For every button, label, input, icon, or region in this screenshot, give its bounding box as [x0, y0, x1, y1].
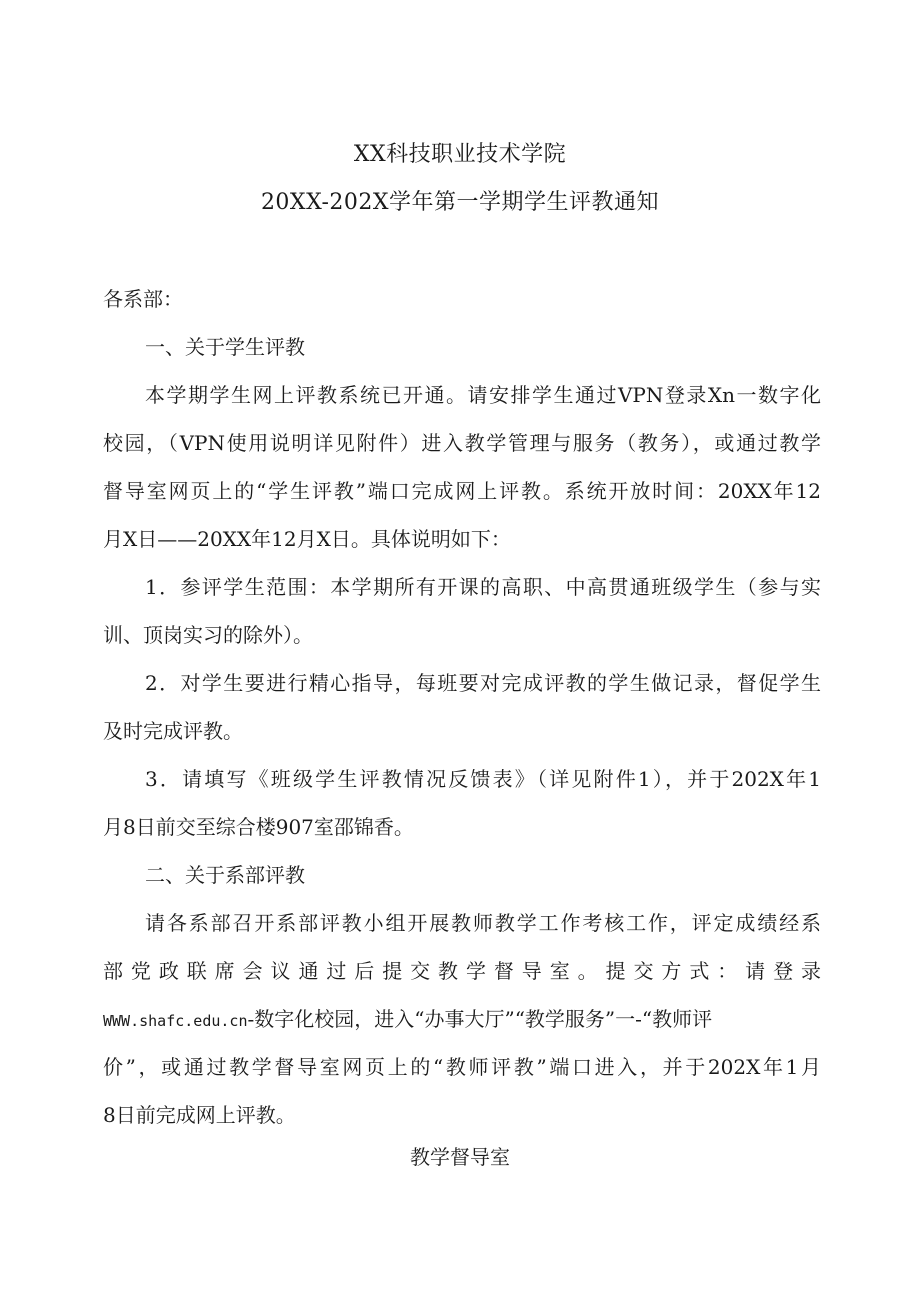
paragraph-line: 请各系部召开系部评教小组开展教师教学工作考核工作，评定成绩经系 [145, 911, 821, 935]
salutation: 各系部： [103, 287, 183, 311]
paragraph-line: 部党政联席会议通过后提交教学督导室。提交方式：请登录 [103, 959, 821, 983]
url-line [103, 995, 821, 1043]
website-link[interactable]: WWW.shafc.edu.cn [103, 1012, 248, 1030]
document-title-line1: XX科技职业技术学院 [353, 142, 567, 167]
paragraph-line: 督导室网页上的“学生评教”端口完成网上评教。系统开放时间：20XX年12 [103, 479, 821, 503]
paragraph-line: 价”，或通过教学督导室网页上的“教师评教”端口进入，并于202X年1月 [103, 1055, 821, 1079]
paragraph-line: 3．请填写《班级学生评教情况反馈表》（详见附件1），并于202X年1 [145, 767, 821, 791]
list-item-2 [103, 659, 821, 755]
paragraph-line: 训、顶岗实习的除外）。 [103, 623, 313, 647]
section1-paragraph [103, 371, 821, 563]
list-item-1 [103, 563, 821, 659]
document-title-line2: 20XX-202X学年第一学期学生评教通知 [260, 190, 660, 215]
paragraph-line: 月X日——20XX年12月X日。具体说明如下： [103, 527, 511, 551]
paragraph-line: 本学期学生网上评教系统已开通。请安排学生通过VPN登录Xn一数字化 [145, 383, 821, 407]
section2-heading: 二、关于系部评教 [145, 863, 305, 887]
signature: 教学督导室 [410, 1145, 510, 1169]
paragraph-line: 及时完成评教。 [103, 719, 243, 743]
section1-heading: 一、关于学生评教 [145, 335, 305, 359]
paragraph-line: 1．参评学生范围：本学期所有开课的高职、中高贯通班级学生（参与实 [145, 575, 821, 599]
paragraph-line: 8日前完成网上评教。 [103, 1103, 296, 1127]
list-item-3 [103, 755, 821, 851]
document-body [103, 275, 821, 1139]
section2-paragraph [103, 899, 821, 1139]
paragraph-line: 2．对学生要进行精心指导，每班要对完成评教的学生做记录，督促学生 [145, 671, 821, 695]
paragraph-line: 校园，（VPN使用说明详见附件）进入教学管理与服务（教务），或通过教学 [103, 431, 821, 455]
paragraph-line-rest: -数字化校园，进入“办事大厅”“教学服务”一-“教师评 [247, 1007, 713, 1031]
paragraph-line: 月8日前交至综合楼907室邵锦香。 [103, 815, 414, 839]
